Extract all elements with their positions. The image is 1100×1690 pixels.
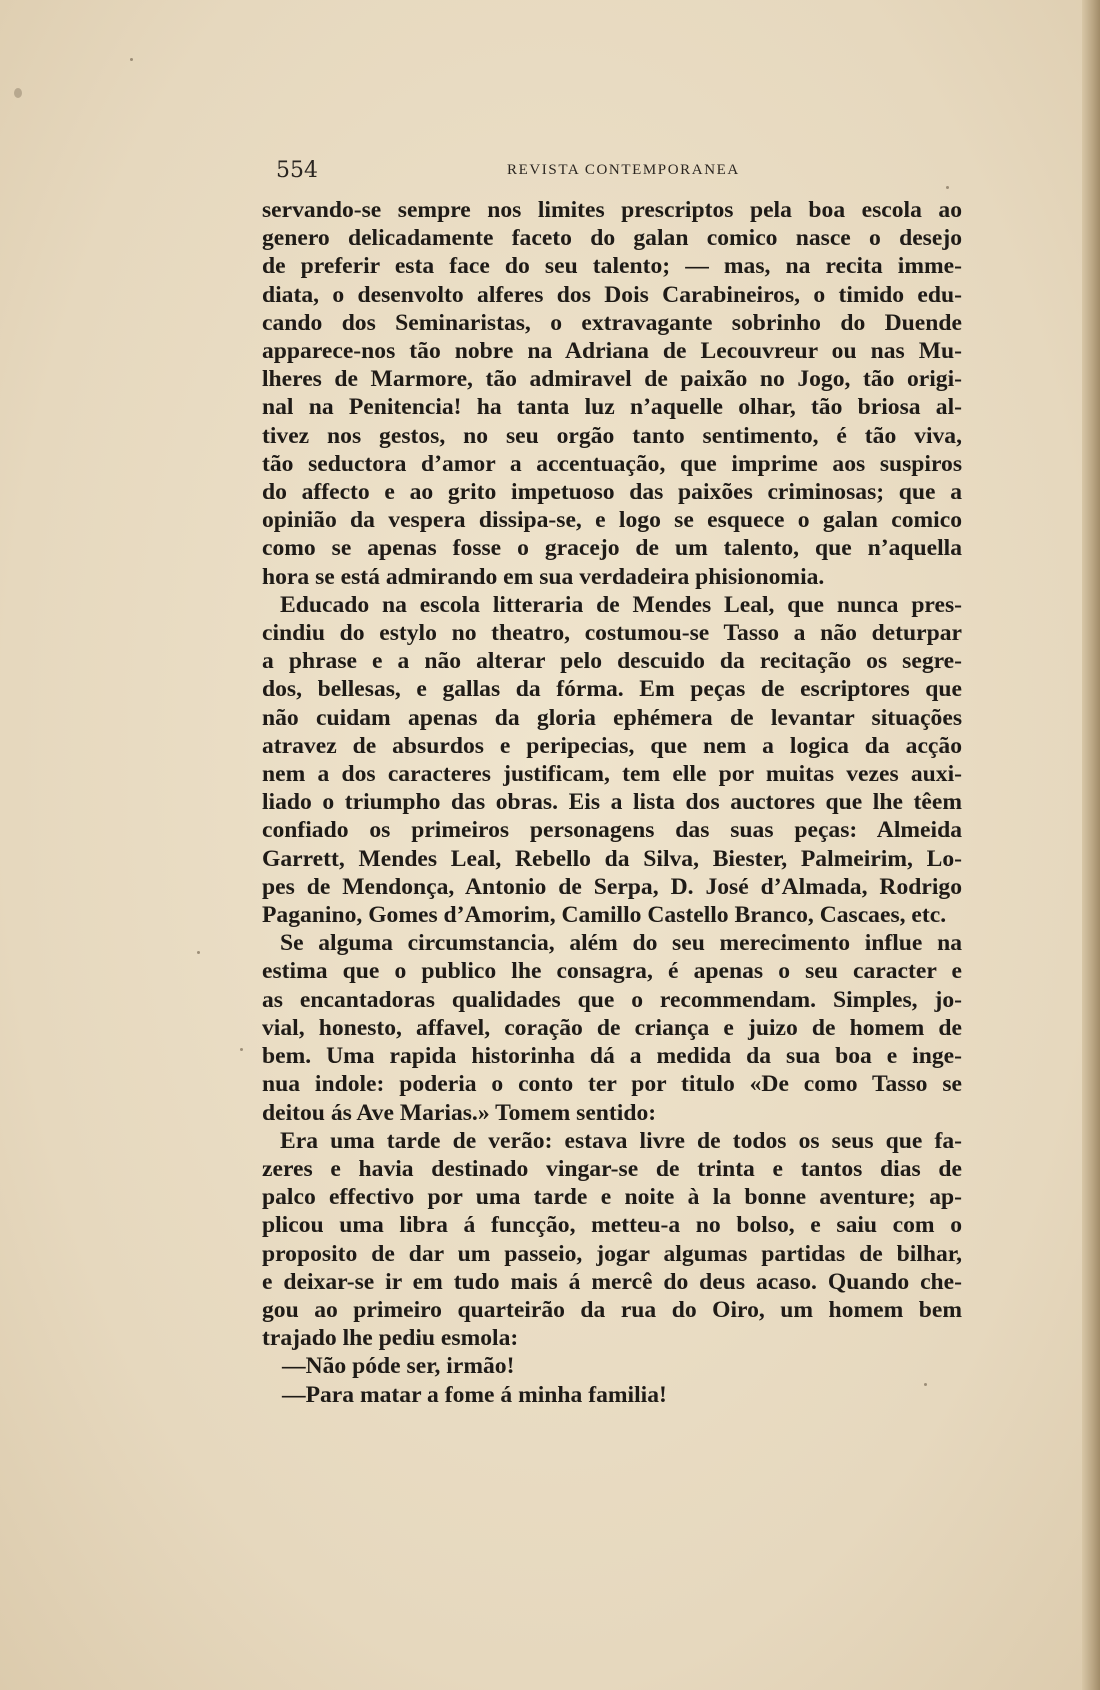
text-line: gou ao primeiro quarteirão da rua do Oiro, um homem bem <box>262 1296 962 1323</box>
text-line: nua indole: poderia o conto ter por titulo «De como Tasso se <box>262 1071 962 1098</box>
page-edge <box>1082 0 1100 1690</box>
page-speck <box>130 58 133 61</box>
text-line: de preferir esta face do seu talento; — mas, na recita imme- <box>262 253 962 280</box>
text-line: nem a dos caracteres justificam, tem elle por muitas vezes auxi- <box>262 761 962 788</box>
text-line: trajado lhe pediu esmola: <box>262 1325 519 1352</box>
running-head: REVISTA CONTEMPORANEA <box>507 162 740 178</box>
text-line: liado o triumpho das obras. Eis a lista dos auctores que lhe têem <box>262 789 962 816</box>
text-line: atravez de absurdos e peripecias, que nem a logica da acção <box>262 732 962 759</box>
text-line: servando-se sempre nos limites prescriptos pela boa escola ao <box>262 197 962 223</box>
text-line: Paganino, Gomes d’Amorim, Camillo Castello Branco, Cascaes, etc. <box>262 902 947 929</box>
page-speck <box>197 951 200 954</box>
text-line: Garrett, Mendes Leal, Rebello da Silva, Biester, Palmeirim, Lo- <box>262 845 962 872</box>
text-line: pes de Mendonça, Antonio de Serpa, D. José d’Almada, Rodrigo <box>262 873 962 900</box>
dialogue-line: —Não póde ser, irmão! <box>282 1353 515 1380</box>
dialogue-line: —Para matar a fome á minha familia! <box>282 1381 667 1408</box>
page-speck <box>240 1048 243 1051</box>
text-line: a phrase e a não alterar pelo descuido da recitação os segre- <box>262 648 962 675</box>
text-line: cando dos Seminaristas, o extravagante sobrinho do Duende <box>262 309 962 336</box>
text-line: deitou ás Ave Marias.» Tomem sentido: <box>262 1099 657 1126</box>
text-line: confiado os primeiros personagens das suas peças: Almeida <box>262 817 962 844</box>
text-line: e deixar-se ir em tudo mais á mercê do deus acaso. Quando che- <box>262 1268 962 1295</box>
text-line: vial, honesto, affavel, coração de criança e juizo de homem de <box>262 1014 962 1041</box>
text-line: não cuidam apenas da gloria ephémera de levantar situações <box>262 704 962 731</box>
text-line: estima que o publico lhe consagra, é apenas o seu caracter e <box>262 958 962 985</box>
text-line: cindiu do estylo no theatro, costumou-se Tasso a não deturpar <box>262 620 962 647</box>
text-line: do affecto e ao grito impetuoso das paixões criminosas; que a <box>262 479 962 506</box>
page-stain <box>14 88 22 98</box>
text-line: Se alguma circumstancia, além do seu merecimento influe na <box>280 930 962 957</box>
text-line: plicou uma libra á funcção, metteu-a no bolso, e saiu com o <box>262 1212 962 1239</box>
text-line: hora se está admirando em sua verdadeira phisionomia. <box>262 563 825 590</box>
text-line: opinião da vespera dissipa-se, e logo se esquece o galan comico <box>262 507 962 534</box>
text-line: como se apenas fosse o gracejo de um talento, que n’aquella <box>262 535 962 562</box>
text-line: tivez nos gestos, no seu orgão tanto sentimento, é tão viva, <box>262 422 962 449</box>
text-line: zeres e havia destinado vingar-se de trinta e tantos dias de <box>262 1155 962 1182</box>
text-line: apparece-nos tão nobre na Adriana de Lecouvreur ou nas Mu- <box>262 338 962 365</box>
text-line: tão seductora d’amor a accentuação, que imprime aos suspiros <box>262 450 962 477</box>
text-line: lheres de Marmore, tão admiravel de paixão no Jogo, tão origi- <box>262 366 962 393</box>
text-line: diata, o desenvolto alferes dos Dois Carabineiros, o timido edu- <box>262 281 962 308</box>
text-line: Era uma tarde de verão: estava livre de todos os seus que fa- <box>280 1127 962 1154</box>
text-line: bem. Uma rapida historinha dá a medida da sua boa e inge- <box>262 1043 962 1070</box>
text-line: dos, bellesas, e gallas da fórma. Em peças de escriptores que <box>262 676 962 703</box>
text-line: as encantadoras qualidades que o recommendam. Simples, jo- <box>262 986 962 1013</box>
text-line: genero delicadamente faceto do galan comico nasce o desejo <box>262 225 962 252</box>
text-line: palco effectivo por uma tarde e noite à la bonne aventure; ap- <box>262 1184 962 1211</box>
page-header <box>272 158 962 184</box>
page-speck <box>946 186 949 189</box>
body-text <box>262 196 962 1409</box>
text-line: nal na Penitencia! ha tanta luz n’aquelle olhar, tão briosa al- <box>262 394 962 421</box>
text-line: Educado na escola litteraria de Mendes Leal, que nunca pres- <box>280 591 962 618</box>
page-number: 554 <box>276 158 318 183</box>
text-line: proposito de dar um passeio, jogar algumas partidas de bilhar, <box>262 1240 962 1267</box>
